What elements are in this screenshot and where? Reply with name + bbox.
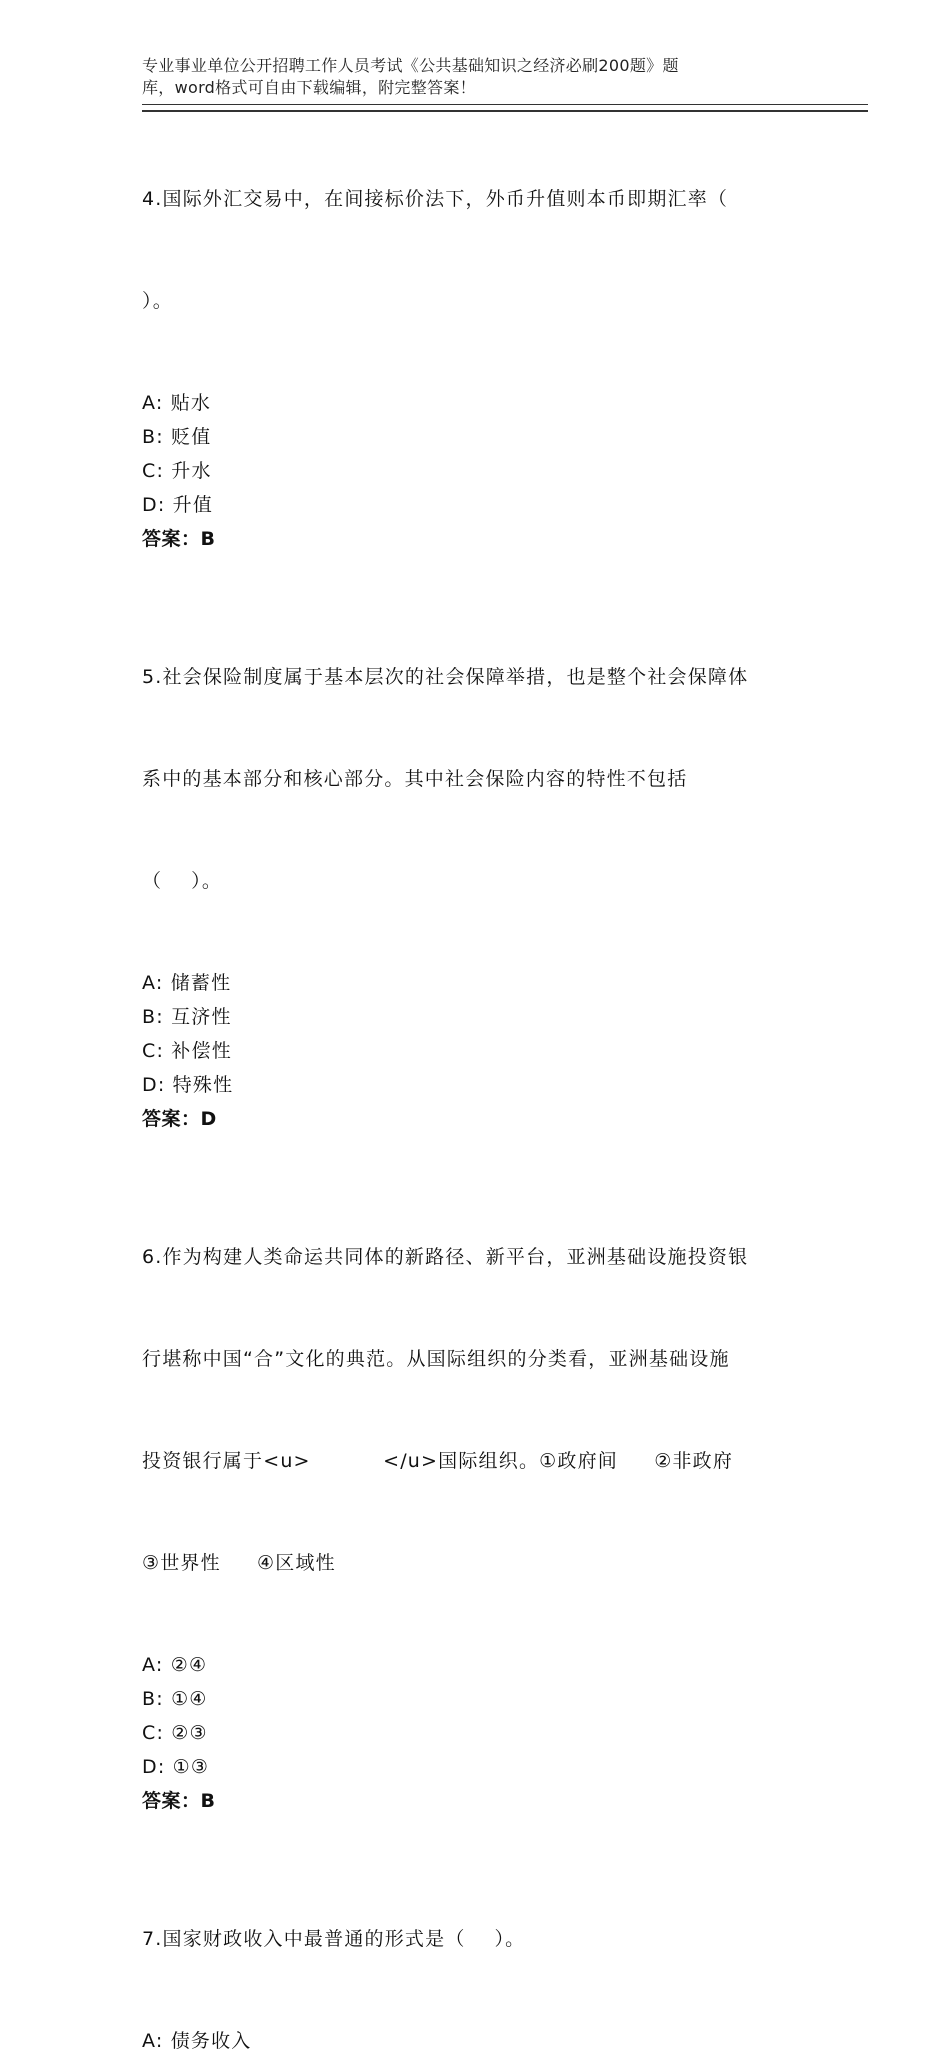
header-line-1: 专业事业单位公开招聘工作人员考试《公共基础知识之经济必刷200题》题 xyxy=(142,56,679,75)
answer-label: 答案：B xyxy=(142,1790,216,1812)
question-line: 6.作为构建人类命运共同体的新路径、新平台，亚洲基础设施投资银 xyxy=(142,1246,749,1268)
option-d: D: ①③ xyxy=(142,1756,210,1778)
document-page xyxy=(142,55,868,2058)
option-d: D: 特殊性 xyxy=(142,1074,234,1096)
document-header xyxy=(142,55,782,99)
question-4 xyxy=(142,114,868,556)
question-7 xyxy=(142,1854,868,2058)
question-text xyxy=(142,1854,792,2024)
header-divider xyxy=(142,104,868,112)
answer-label: 答案：D xyxy=(142,1108,217,1130)
question-line: 系中的基本部分和核心部分。其中社会保险内容的特性不包括 xyxy=(142,768,688,790)
question-6 xyxy=(142,1172,868,1818)
spacer xyxy=(142,1818,868,1852)
question-line: 7.国家财政收入中最普通的形式是（ ）。 xyxy=(142,1928,526,1950)
question-line: 投资银行属于<u> </u>国际组织。①政府间 ②非政府 xyxy=(142,1450,734,1472)
question-line: ③世界性 ④区域性 xyxy=(142,1552,336,1574)
question-line: （ ）。 xyxy=(142,870,223,892)
option-c: C: 补偿性 xyxy=(142,1040,232,1062)
option-b: B: ①④ xyxy=(142,1688,208,1710)
option-b: B: 贬值 xyxy=(142,426,212,448)
question-5 xyxy=(142,592,868,1136)
option-c: C: 升水 xyxy=(142,460,212,482)
question-text xyxy=(142,114,792,386)
option-b: B: 互济性 xyxy=(142,1006,232,1028)
question-line: ）。 xyxy=(142,290,173,312)
question-line: 4.国际外汇交易中，在间接标价法下，外币升值则本币即期汇率（ xyxy=(142,188,729,210)
option-a: A: ②④ xyxy=(142,1654,208,1676)
header-line-2: 库，word格式可自由下载编辑，附完整答案！ xyxy=(142,78,476,97)
answer-label: 答案：B xyxy=(142,528,216,550)
option-a: A: 贴水 xyxy=(142,392,212,414)
spacer xyxy=(142,1136,868,1170)
option-a: A: 债务收入 xyxy=(142,2030,252,2052)
question-text xyxy=(142,1172,792,1648)
question-line: 5.社会保险制度属于基本层次的社会保障举措，也是整个社会保障体 xyxy=(142,666,749,688)
question-text xyxy=(142,592,792,966)
question-line: 行堪称中国“合”文化的典范。从国际组织的分类看，亚洲基础设施 xyxy=(142,1348,730,1370)
spacer xyxy=(142,556,868,590)
option-c: C: ②③ xyxy=(142,1722,208,1744)
option-a: A: 储蓄性 xyxy=(142,972,232,994)
option-d: D: 升值 xyxy=(142,494,214,516)
